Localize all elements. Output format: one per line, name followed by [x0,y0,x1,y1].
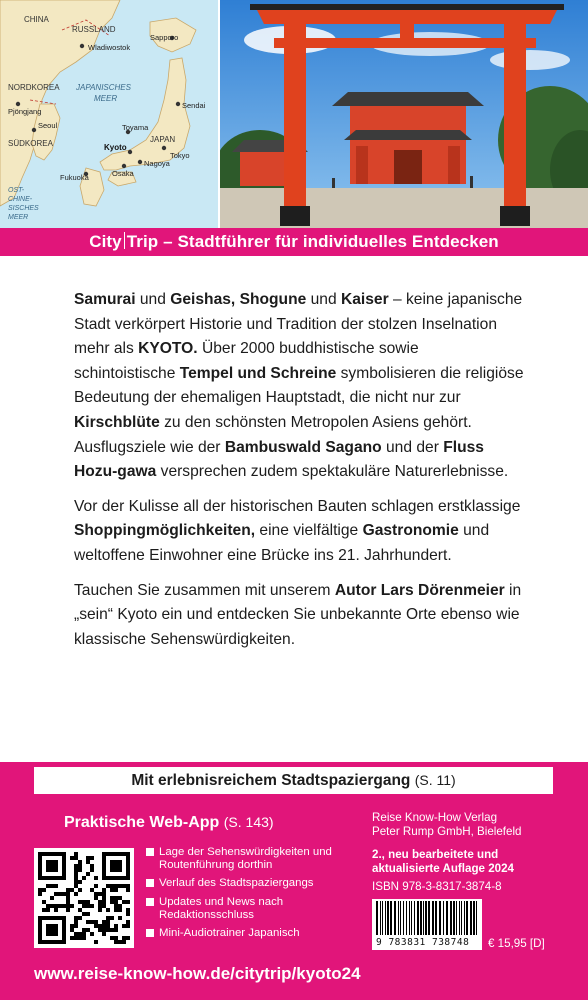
publisher-company: Peter Rump GmbH, Bielefeld [372,825,522,838]
map-label-sapporo: Sapporo [150,33,179,42]
map-label-meer: MEER [94,94,118,103]
qr-code[interactable] [34,848,134,948]
website-link[interactable]: www.reise-know-how.de/citytrip/kyoto24 [34,964,361,983]
publisher-name: Reise Know-How Verlag [372,811,498,824]
map-label-ost: OST- [8,187,25,194]
edition-info [372,848,572,876]
map-label-sendai: Sendai [182,101,206,110]
webapp-feature-list [146,846,356,945]
map-label-tokyo: Tokyo [170,151,190,160]
map-label-nagoya: Nagoya [144,159,170,168]
isbn: ISBN 978-3-8317-3874-8 [372,880,502,893]
webapp-heading [64,814,274,832]
map-label-meer2: MEER [8,214,29,221]
edition-line-1: 2., neu bearbeitete und [372,848,499,861]
map-label-nordkorea: NORDKOREA [8,83,60,92]
map-label-osaka: Osaka [112,169,134,178]
barcode-digits: 9 783831 738748 [376,937,470,948]
map-label-seoul: Seoul [38,121,58,130]
list-item: Mini-Audiotrainer Japanisch [146,927,356,940]
list-item: Lage der Sehenswürdigkeiten und Routenführung dorthin [146,846,356,872]
map-label-russland: RUSSLAND [72,25,116,34]
torii-photo [220,0,588,228]
stadtspaziergang-page: (S. 11) [414,772,456,788]
map-label-japan: JAPAN [150,135,176,144]
map-label-suedkorea: SÜDKOREA [8,139,53,148]
blurb-text [74,288,524,662]
edition-line-2: aktualisierte Auflage 2024 [372,862,514,875]
series-city: City [89,232,122,251]
price: € 15,95 [D] [488,937,545,950]
map-label-toyama: Toyama [122,123,149,132]
map-label-pjongjang: Pjöngjang [8,107,42,116]
map-label-kyoto: Kyoto [104,143,127,152]
map-label-wladiwostok: Wladiwostok [88,43,131,52]
webapp-title: Praktische Web-App [64,814,220,831]
map-label-fukuoka: Fukuoka [60,173,89,182]
stadtspaziergang-label: Mit erlebnisreichem Stadtspaziergang [131,772,411,789]
bullet-icon [146,879,154,887]
map-label-chine: CHINE- [8,196,33,203]
bullet-icon [146,929,154,937]
bullet-icon [146,898,154,906]
stadtspaziergang-box [34,767,553,794]
map-label-china: CHINA [24,15,49,24]
webapp-page: (S. 143) [223,814,274,830]
region-map [0,0,218,228]
list-item: Verlauf des Stadtspaziergangs [146,877,356,890]
series-divider [124,232,125,249]
blurb-paragraph-1: Samurai und Geishas, Shogune und Kaiser – keine japanische Stadt verkörpert Historie und Tradition der stolzen Inselnation mehr als KYOTO. Über 2000 buddhistische sowie schintoistische Tempel und Schreine symbolisieren die religiöse Bedeutung der ehemaligen Hauptstadt, die nicht nur zur Kirschblüte zu den schönsten Metropolen Asiens gehört. Ausflugsziele wie der Bambuswald Sagano und der Fluss Hozu-gawa versprechen zudem spektakuläre Naturerlebnisse. [74,291,524,481]
blurb-paragraph-2: Vor der Kulisse all der historischen Bauten schlagen erstklassige Shoppingmöglichkeiten, eine vielfältige Gastronomie und weltoffene Einwohner eine Brücke ins 21. Jahrhundert. [74,497,521,564]
publisher-info [372,811,572,839]
series-trip: Trip [126,232,159,251]
series-banner [0,228,588,256]
series-tagline: – Stadtführer für individuelles Entdecken [158,232,499,251]
map-label-sisches: SISCHES [8,205,39,212]
bullet-icon [146,848,154,856]
map-label-japanisches: JAPANISCHES [76,83,131,92]
list-item: Updates und News nach Redaktionsschluss [146,896,356,922]
blurb-paragraph-3: Tauchen Sie zusammen mit unserem Autor Lars Dörenmeier in „sein“ Kyoto ein und entdecken Sie unbekannte Orte ebenso wie klassische Sehenswürdigkeiten. [74,581,522,648]
cover-images [0,0,588,228]
